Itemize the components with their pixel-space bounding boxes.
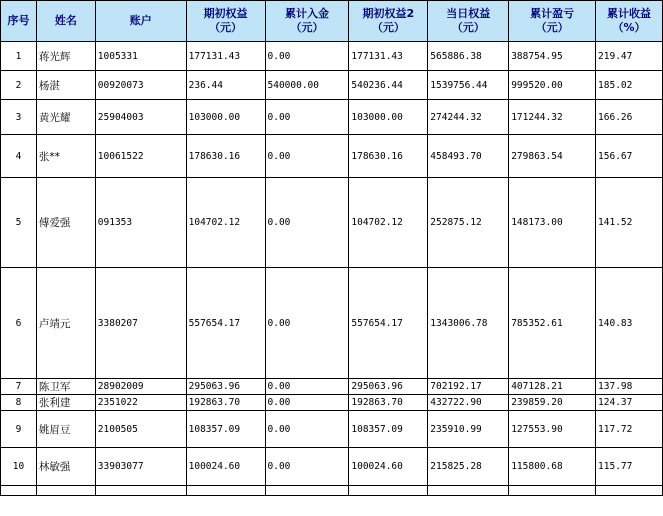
cell-opening-equity: 108357.09 bbox=[186, 411, 265, 448]
cell-cumulative-return: 156.67 bbox=[596, 135, 663, 178]
cell-cumulative-pnl: 999520.00 bbox=[509, 71, 596, 100]
cell-cumulative-deposit: 0.00 bbox=[265, 100, 349, 135]
header-opening-equity-line: （元） bbox=[209, 21, 243, 34]
header-cumulative-pnl-line: （元） bbox=[535, 21, 569, 34]
header-cumulative-deposit-line: 累计入金 bbox=[284, 7, 329, 20]
cell-account: 33903077 bbox=[95, 448, 186, 486]
table-row bbox=[1, 42, 663, 71]
cell-current-equity: 702192.17 bbox=[428, 379, 509, 395]
cell-cumulative-deposit: 0.00 bbox=[265, 42, 349, 71]
cell-opening-equity: 103000.00 bbox=[186, 100, 265, 135]
cell-cumulative-deposit: 0.00 bbox=[265, 178, 349, 268]
cell-opening-equity-2: 557654.17 bbox=[349, 268, 428, 379]
cell-account bbox=[95, 486, 186, 496]
cell-name: 卢靖元 bbox=[36, 268, 95, 379]
table-body bbox=[1, 42, 663, 496]
header-seq bbox=[1, 1, 37, 42]
header-opening-equity-2-line: （元） bbox=[371, 21, 405, 34]
cell-current-equity: 1343006.78 bbox=[428, 268, 509, 379]
header-cumulative-deposit bbox=[265, 1, 349, 42]
cell-seq: 10 bbox=[1, 448, 37, 486]
cell-account: 1005331 bbox=[95, 42, 186, 71]
cell-cumulative-pnl: 115800.68 bbox=[509, 448, 596, 486]
cell-name: 杨湛 bbox=[36, 71, 95, 100]
cell-cumulative-return: 140.83 bbox=[596, 268, 663, 379]
cell-opening-equity: 295063.96 bbox=[186, 379, 265, 395]
cell-cumulative-pnl: 279863.54 bbox=[509, 135, 596, 178]
cell-cumulative-deposit: 0.00 bbox=[265, 448, 349, 486]
cell-seq: 9 bbox=[1, 411, 37, 448]
cell-cumulative-pnl: 785352.61 bbox=[509, 268, 596, 379]
header-name bbox=[36, 1, 95, 42]
cell-cumulative-return: 219.47 bbox=[596, 42, 663, 71]
header-cumulative-deposit-line: （元） bbox=[290, 21, 324, 34]
cell-opening-equity bbox=[186, 486, 265, 496]
cell-cumulative-pnl bbox=[509, 486, 596, 496]
cell-cumulative-return: 185.02 bbox=[596, 71, 663, 100]
cell-name: 陈卫军 bbox=[36, 379, 95, 395]
table-row bbox=[1, 395, 663, 411]
cell-current-equity: 565886.38 bbox=[428, 42, 509, 71]
cell-name: 姚眉豆 bbox=[36, 411, 95, 448]
cell-account: 28902009 bbox=[95, 379, 186, 395]
cell-opening-equity-2: 192863.70 bbox=[349, 395, 428, 411]
cell-opening-equity-2: 178630.16 bbox=[349, 135, 428, 178]
header-cumulative-return-line: 累计收益 bbox=[607, 7, 652, 20]
table-row bbox=[1, 486, 663, 496]
cell-seq bbox=[1, 486, 37, 496]
cell-cumulative-deposit: 0.00 bbox=[265, 395, 349, 411]
cell-cumulative-return: 166.26 bbox=[596, 100, 663, 135]
cell-opening-equity: 100024.60 bbox=[186, 448, 265, 486]
cell-cumulative-return: 115.77 bbox=[596, 448, 663, 486]
cell-seq: 7 bbox=[1, 379, 37, 395]
cell-cumulative-return: 117.72 bbox=[596, 411, 663, 448]
header-current-equity-line: （元） bbox=[451, 21, 485, 34]
cell-cumulative-pnl: 127553.90 bbox=[509, 411, 596, 448]
cell-account: 10061522 bbox=[95, 135, 186, 178]
cell-opening-equity: 177131.43 bbox=[186, 42, 265, 71]
header-row bbox=[1, 1, 663, 42]
cell-account: 2100505 bbox=[95, 411, 186, 448]
table-row bbox=[1, 135, 663, 178]
cell-cumulative-deposit: 540000.00 bbox=[265, 71, 349, 100]
cell-opening-equity-2: 100024.60 bbox=[349, 448, 428, 486]
header-name-line: 姓名 bbox=[54, 14, 77, 27]
cell-cumulative-pnl: 171244.32 bbox=[509, 100, 596, 135]
cell-cumulative-pnl: 407128.21 bbox=[509, 379, 596, 395]
header-current-equity bbox=[428, 1, 509, 42]
header-account bbox=[95, 1, 186, 42]
cell-opening-equity: 236.44 bbox=[186, 71, 265, 100]
header-account-line: 账户 bbox=[129, 14, 152, 27]
cell-account: 091353 bbox=[95, 178, 186, 268]
header-opening-equity-2-line: 期初权益2 bbox=[362, 7, 415, 20]
cell-cumulative-return: 124.37 bbox=[596, 395, 663, 411]
cell-cumulative-return bbox=[596, 486, 663, 496]
cell-opening-equity-2: 177131.43 bbox=[349, 42, 428, 71]
table-row bbox=[1, 268, 663, 379]
cell-seq: 6 bbox=[1, 268, 37, 379]
table-row bbox=[1, 379, 663, 395]
header-cumulative-pnl bbox=[509, 1, 596, 42]
cell-seq: 8 bbox=[1, 395, 37, 411]
cell-cumulative-deposit: 0.00 bbox=[265, 379, 349, 395]
cell-opening-equity-2: 540236.44 bbox=[349, 71, 428, 100]
cell-current-equity: 274244.32 bbox=[428, 100, 509, 135]
cell-current-equity: 252875.12 bbox=[428, 178, 509, 268]
cell-cumulative-return: 137.98 bbox=[596, 379, 663, 395]
header-cumulative-return bbox=[596, 1, 663, 42]
cell-cumulative-deposit bbox=[265, 486, 349, 496]
table-row bbox=[1, 411, 663, 448]
cell-current-equity: 1539756.44 bbox=[428, 71, 509, 100]
cell-opening-equity-2 bbox=[349, 486, 428, 496]
header-opening-equity-line: 期初权益 bbox=[203, 7, 248, 20]
cell-opening-equity: 192863.70 bbox=[186, 395, 265, 411]
cell-name: 张** bbox=[36, 135, 95, 178]
cell-cumulative-pnl: 148173.00 bbox=[509, 178, 596, 268]
table-row bbox=[1, 71, 663, 100]
cell-cumulative-pnl: 239859.20 bbox=[509, 395, 596, 411]
cell-seq: 4 bbox=[1, 135, 37, 178]
cell-seq: 3 bbox=[1, 100, 37, 135]
header-opening-equity-2 bbox=[349, 1, 428, 42]
cell-seq: 2 bbox=[1, 71, 37, 100]
cell-opening-equity-2: 103000.00 bbox=[349, 100, 428, 135]
cell-name: 黄光耀 bbox=[36, 100, 95, 135]
cell-opening-equity: 104702.12 bbox=[186, 178, 265, 268]
cell-account: 3380207 bbox=[95, 268, 186, 379]
cell-cumulative-deposit: 0.00 bbox=[265, 135, 349, 178]
cell-current-equity: 458493.70 bbox=[428, 135, 509, 178]
header-opening-equity bbox=[186, 1, 265, 42]
cell-opening-equity-2: 104702.12 bbox=[349, 178, 428, 268]
header-cumulative-pnl-line: 累计盈亏 bbox=[530, 7, 575, 20]
table-row bbox=[1, 100, 663, 135]
cell-cumulative-pnl: 388754.95 bbox=[509, 42, 596, 71]
cell-opening-equity-2: 108357.09 bbox=[349, 411, 428, 448]
cell-current-equity: 432722.90 bbox=[428, 395, 509, 411]
header-seq-line: 序号 bbox=[7, 14, 30, 27]
cell-seq: 1 bbox=[1, 42, 37, 71]
table-row bbox=[1, 178, 663, 268]
header-cumulative-return-line: （%） bbox=[612, 21, 646, 34]
cell-name: 蒋光辉 bbox=[36, 42, 95, 71]
cell-opening-equity-2: 295063.96 bbox=[349, 379, 428, 395]
cell-current-equity bbox=[428, 486, 509, 496]
cell-name bbox=[36, 486, 95, 496]
cell-cumulative-deposit: 0.00 bbox=[265, 268, 349, 379]
header-current-equity-line: 当日权益 bbox=[446, 7, 491, 20]
cell-cumulative-return: 141.52 bbox=[596, 178, 663, 268]
cell-cumulative-deposit: 0.00 bbox=[265, 411, 349, 448]
cell-account: 25904003 bbox=[95, 100, 186, 135]
cell-current-equity: 215825.28 bbox=[428, 448, 509, 486]
cell-name: 傅爱强 bbox=[36, 178, 95, 268]
cell-account: 00920073 bbox=[95, 71, 186, 100]
cell-seq: 5 bbox=[1, 178, 37, 268]
cell-name: 张利建 bbox=[36, 395, 95, 411]
cell-account: 2351022 bbox=[95, 395, 186, 411]
cell-current-equity: 235910.99 bbox=[428, 411, 509, 448]
table-row bbox=[1, 448, 663, 486]
cell-name: 林敏强 bbox=[36, 448, 95, 486]
cell-opening-equity: 557654.17 bbox=[186, 268, 265, 379]
cell-opening-equity: 178630.16 bbox=[186, 135, 265, 178]
